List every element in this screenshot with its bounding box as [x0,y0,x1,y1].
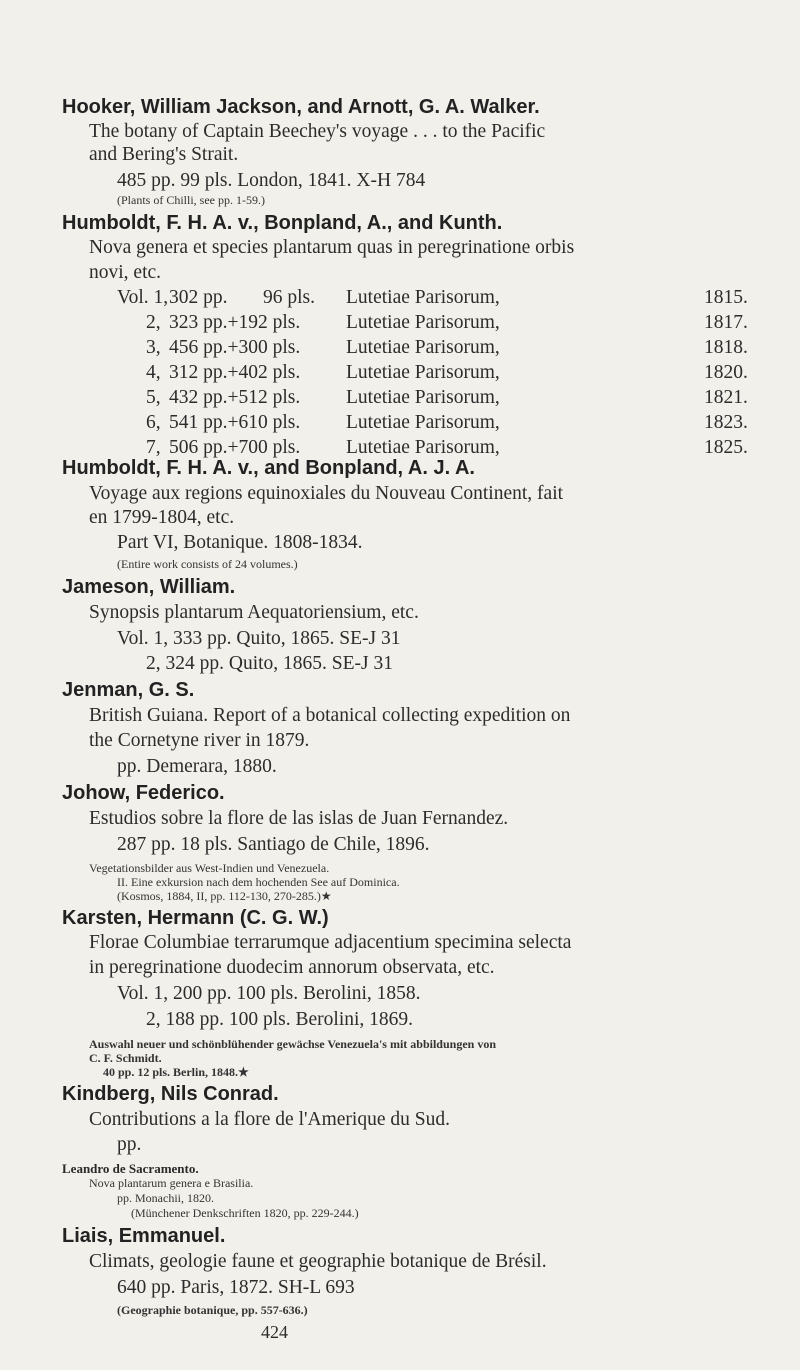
entry-heading-leandro: Leandro de Sacramento. [62,1161,199,1176]
volume-row [0,337,800,361]
volume-pages: 506 pp.+700 pls. [169,437,301,458]
volume-pages: 456 pp.+300 pls. [169,337,301,358]
volume-place: Lutetiae Parisorum, [346,312,500,333]
volume-year: 1825. [704,437,748,458]
volume-number: 7, [146,437,161,458]
volume-pages: 541 pp.+610 pls. [169,412,301,433]
volume-year: 1821. [704,387,748,408]
entry-heading-liais: Liais, Emmanuel. [62,1225,226,1247]
volume-number: 3, [146,337,161,358]
entry-title-kindberg: Contributions a la flore de l'Amerique du Sud. [89,1109,450,1130]
entry-vol1-karsten: Vol. 1, 200 pp. 100 pls. Berolini, 1858. [117,983,421,1004]
entry-pub-jenman: pp. Demerara, 1880. [117,756,277,777]
entry-title-johow: Estudios sobre la flore de las islas de Juan Fernandez. [89,808,509,829]
entry-heading-hooker: Hooker, William Jackson, and Arnott, G. A. Walker. [62,96,540,118]
volume-year: 1817. [704,312,748,333]
entry-note2-johow: II. Eine exkursion nach dem hochenden See auf Dominica. [117,875,400,889]
entry-note1-johow: Vegetationsbilder aus West-Indien und Venezuela. [89,861,330,875]
volume-year: 1820. [704,362,748,383]
entry-note-hooker: (Plants of Chilli, see pp. 1-59.) [117,193,265,207]
volume-number: 5, [146,387,161,408]
volume-number: 2, [146,312,161,333]
entry-title-jenman-line2: the Cornetyne river in 1879. [89,730,310,751]
entry-pub-hooker: 485 pp. 99 pls. London, 1841. X-H 784 [117,170,426,191]
entry-heading-humboldt-bonpland: Humboldt, F. H. A. v., and Bonpland, A. J. A. [62,457,475,479]
volume-year: 1815. [704,287,748,308]
entry-title-jameson: Synopsis plantarum Aequatoriensium, etc. [89,602,419,623]
entry-title-jenman-line1: British Guiana. Report of a botanical collecting expedition on [89,705,571,726]
volume-number: Vol. 1, [117,287,169,308]
volume-place: Lutetiae Parisorum, [346,362,500,383]
entry-vol2-jameson: 2, 324 pp. Quito, 1865. SE-J 31 [146,653,394,674]
entry-title-leandro: Nova plantarum genera e Brasilia. [89,1176,254,1190]
volume-row [0,362,800,386]
entry-title-humboldt-kunth-line1: Nova genera et species plantarum quas in peregrinatione orbis [89,237,575,258]
volume-row [0,312,800,336]
volume-place: Lutetiae Parisorum, [346,437,500,458]
volume-place: Lutetiae Parisorum, [346,337,500,358]
entry-note1-karsten: Auswahl neuer und schönblühender gewächse Venezuela's mit abbildungen von [89,1037,496,1051]
entry-heading-johow: Johow, Federico. [62,782,225,804]
entry-pub-leandro: pp. Monachii, 1820. [117,1191,214,1205]
entry-pub-kindberg: pp. [117,1134,142,1155]
entry-note-leandro: (Münchener Denkschriften 1820, pp. 229-244.) [131,1206,359,1220]
entry-title-hooker-line2: and Bering's Strait. [89,144,239,165]
entry-heading-jenman: Jenman, G. S. [62,679,195,701]
volume-place: Lutetiae Parisorum, [346,387,500,408]
entry-vol1-jameson: Vol. 1, 333 pp. Quito, 1865. SE-J 31 [117,628,401,649]
entry-pub-johow: 287 pp. 18 pls. Santiago de Chile, 1896. [117,834,430,855]
volume-number: 4, [146,362,161,383]
entry-title-humboldt-kunth-line2: novi, etc. [89,262,162,283]
entry-title-humboldt-bonpland-line2: en 1799-1804, etc. [89,507,235,528]
volume-pages: 312 pp.+402 pls. [169,362,301,383]
volume-year: 1818. [704,337,748,358]
entry-note3-johow: (Kosmos, 1884, II, pp. 112-130, 270-285.)★ [117,889,332,903]
volume-place: Lutetiae Parisorum, [346,412,500,433]
entry-heading-humboldt-kunth: Humboldt, F. H. A. v., Bonpland, A., and Kunth. [62,212,503,234]
entry-title-karsten-line1: Florae Columbiae terrarumque adjacentium specimina selecta [89,932,572,953]
volume-pages: 323 pp.+192 pls. [169,312,301,333]
page-number: 424 [261,1322,288,1342]
entry-note2-karsten: C. F. Schmidt. [89,1051,162,1065]
volume-number: 6, [146,412,161,433]
volume-year: 1823. [704,412,748,433]
entry-note-humboldt-bonpland: (Entire work consists of 24 volumes.) [117,557,298,571]
volume-place: Lutetiae Parisorum, [346,287,500,308]
entry-part-humboldt-bonpland: Part VI, Botanique. 1808-1834. [117,532,363,553]
entry-title-karsten-line2: in peregrinatione duodecim annorum observata, etc. [89,957,495,978]
entry-heading-karsten: Karsten, Hermann (C. G. W.) [62,907,329,929]
entry-vol2-karsten: 2, 188 pp. 100 pls. Berolini, 1869. [146,1009,414,1030]
entry-note-liais: (Geographie botanique, pp. 557-636.) [117,1303,308,1317]
volume-row [0,412,800,436]
volume-row [0,387,800,411]
entry-heading-kindberg: Kindberg, Nils Conrad. [62,1083,279,1105]
entry-title-hooker-line1: The botany of Captain Beechey's voyage . . . to the Pacific [89,121,546,142]
entry-heading-jameson: Jameson, William. [62,576,236,598]
entry-note3-karsten: 40 pp. 12 pls. Berlin, 1848.★ [103,1065,249,1079]
entry-title-liais: Climats, geologie faune et geographie botanique de Brésil. [89,1251,547,1272]
entry-pub-liais: 640 pp. Paris, 1872. SH-L 693 [117,1277,355,1298]
volume-pages: 302 pp. [169,287,228,308]
volume-plates: 96 pls. [263,287,316,308]
volume-row [0,287,800,311]
volume-pages: 432 pp.+512 pls. [169,387,301,408]
entry-title-humboldt-bonpland-line1: Voyage aux regions equinoxiales du Nouveau Continent, fait [89,483,564,504]
